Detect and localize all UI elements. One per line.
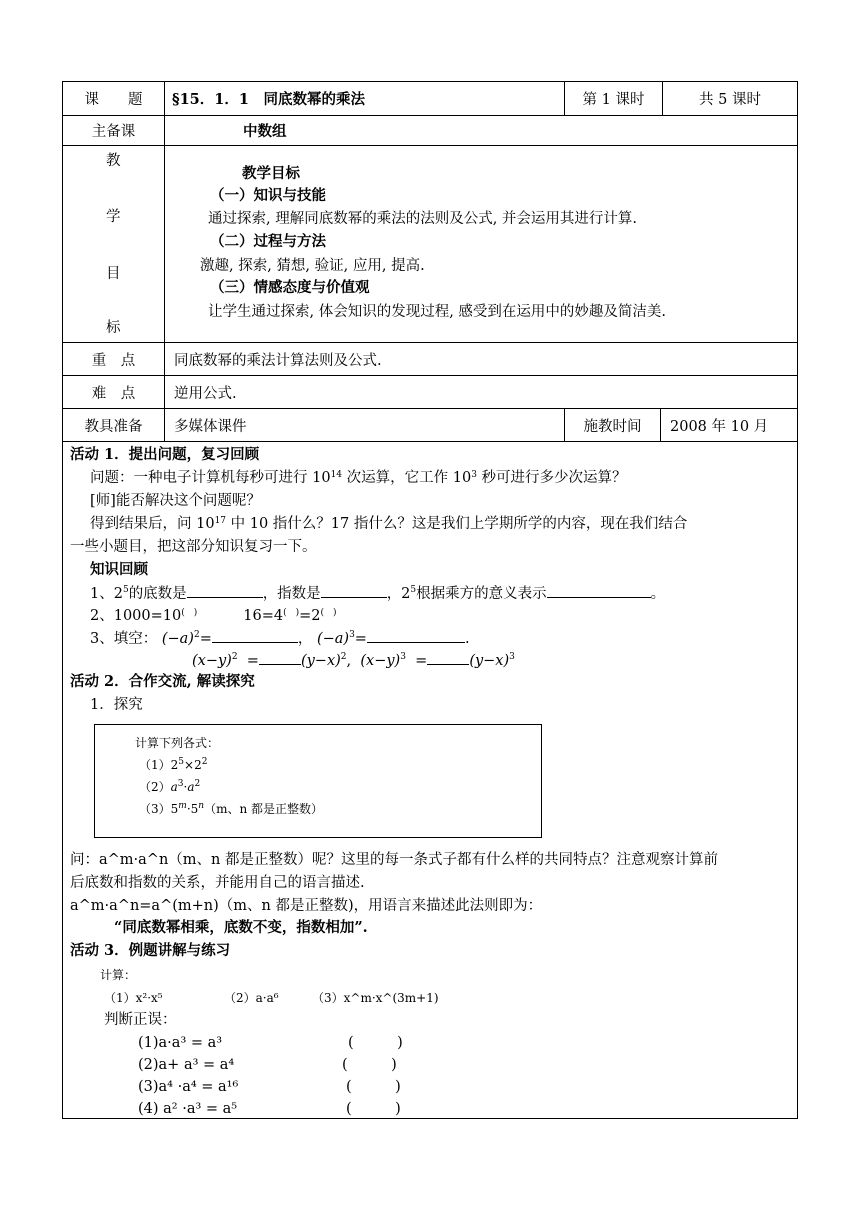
- exercise-item: $(3)5^m\cdot 5^n(m$、n 都是正整数）: [139, 801, 324, 816]
- exercise-item: $(2)a^3\cdot a^2$: [139, 779, 201, 794]
- table-col-divider: [164, 81, 165, 441]
- lesson-total: 共 5 课时: [699, 92, 761, 108]
- goal-char: 标: [106, 320, 121, 336]
- goals-heading: （三）情感态度与价值观: [210, 279, 370, 296]
- goals-text: 让学生通过探索, 体会知识的发现过程, 感受到在运用中的妙趣及简洁美.: [208, 304, 667, 320]
- review-item-3-cont: $(x-y)^2 = (y-x)^2$, $(x-y)^3 = (y-x)^3$: [192, 652, 515, 669]
- goals-title: 教学目标: [242, 165, 300, 182]
- activity1-reflect-cont: 一些小题目，把这部分知识复习一下。: [70, 539, 317, 555]
- rule-statement: a^m·a^n=a^(m+n)（m、n 都是正整数)，用语言来描述此法则即为：: [70, 898, 543, 914]
- activity1-teacher: [师]能否解决这个问题呢？: [90, 493, 261, 509]
- table-border-left: [62, 81, 63, 1119]
- tools-value: 多媒体课件: [174, 418, 247, 435]
- teaching-time-label: 施教时间: [583, 418, 642, 435]
- answer-slot[interactable]: ( ): [346, 1101, 401, 1117]
- activity2-title: 活动 2．合作交流, 解读探究: [70, 673, 255, 690]
- goals-text: 激趣, 探索, 猜想, 验证, 应用, 提高.: [200, 258, 425, 274]
- prep-value: 中数组: [243, 123, 287, 140]
- table-rule: [62, 441, 798, 442]
- example-3: （3）x^m·x^(3m+1): [312, 991, 439, 1005]
- review-item-2: 2、1000=10( ) 16=4( )=2( ): [90, 608, 337, 624]
- activity1-reflect: 得到结果后，问 $10^{17}$ 中 10 指什么？17 指什么？这是我们上学期所学的内容，现在我们结合: [90, 516, 688, 532]
- teaching-time-value: 2008 年 10 月: [670, 418, 769, 435]
- prep-label: 主备课: [91, 124, 136, 140]
- tools-label: 教具准备: [84, 418, 143, 435]
- lesson-number: 第 1 课时: [582, 92, 645, 108]
- difficulty-value: 逆用公式.: [174, 385, 237, 402]
- rule-quote: “同底数幂相乘，底数不变，指数相加”.: [114, 919, 368, 936]
- example-2: （2）a·a⁶: [224, 991, 279, 1005]
- example-1: （1）x²·x⁵: [104, 991, 163, 1005]
- judge-item-4: (4) a² ·a³ = a⁵: [138, 1101, 238, 1117]
- topic-label: 课 题: [84, 92, 143, 108]
- judge-item-1: (1)a·a³ = a³: [138, 1035, 223, 1051]
- judge-item-2: (2)a+ a³ = a⁴: [138, 1057, 235, 1073]
- goals-heading: （一）知识与技能: [210, 187, 326, 204]
- goal-char: 目: [106, 266, 121, 282]
- calc-label: 计算：: [100, 968, 137, 982]
- table-col-divider: [660, 408, 661, 441]
- key-point-label: 重 点: [91, 352, 136, 369]
- activity1-title: 活动 1．提出问题，复习回顾: [70, 446, 260, 463]
- exercise-box: [94, 724, 542, 838]
- review-title: 知识回顾: [90, 561, 148, 578]
- difficulty-label: 难 点: [91, 385, 136, 402]
- goals-text: 通过探索, 理解同底数幂的乘法的法则及公式, 并会运用其进行计算.: [208, 211, 638, 227]
- answer-slot[interactable]: ( ): [348, 1035, 403, 1051]
- activity1-question: 问题：一种电子计算机每秒可进行 $10^{14}$ 次运算，它工作 $10^3$ 秒可进行多少次运算？: [90, 470, 627, 486]
- review-item-1: 1、$2^5$的底数是 ，指数是 ，$2^5$根据乘方的意义表示 。: [90, 585, 666, 602]
- exercise-item: $(1)2^5\times 2^2$: [139, 757, 208, 772]
- review-item-3: 3、填空： $(-a)^2=$ ， $(-a)^3=$ .: [90, 630, 470, 647]
- activity2-question-cont: 后底数和指数的关系，并能用自己的语言描述.: [70, 875, 365, 891]
- goal-char: 学: [106, 209, 121, 225]
- table-rule: [62, 145, 798, 146]
- table-border-right: [797, 81, 798, 1119]
- topic-value: §15．1．1 同底数幂的乘法: [172, 91, 365, 108]
- activity3-title: 活动 3．例题讲解与练习: [70, 942, 231, 959]
- answer-slot[interactable]: ( ): [342, 1057, 397, 1073]
- goal-char: 教: [106, 153, 121, 169]
- activity2-question: 问：a^m·a^n（m、n 都是正整数）呢？这里的每一条式子都有什么样的共同特点？注意观察计算前: [70, 852, 718, 868]
- explore-label: 1．探究: [90, 697, 143, 713]
- answer-slot[interactable]: ( ): [346, 1079, 401, 1095]
- goals-heading: （二）过程与方法: [210, 233, 326, 250]
- judge-item-3: (3)a⁴ ·a⁴ = a¹⁶: [138, 1079, 239, 1095]
- key-point-value: 同底数幂的乘法计算法则及公式.: [174, 352, 382, 369]
- judge-label: 判断正误：: [104, 1012, 177, 1028]
- exercise-box-title: 计算下列各式：: [135, 736, 220, 750]
